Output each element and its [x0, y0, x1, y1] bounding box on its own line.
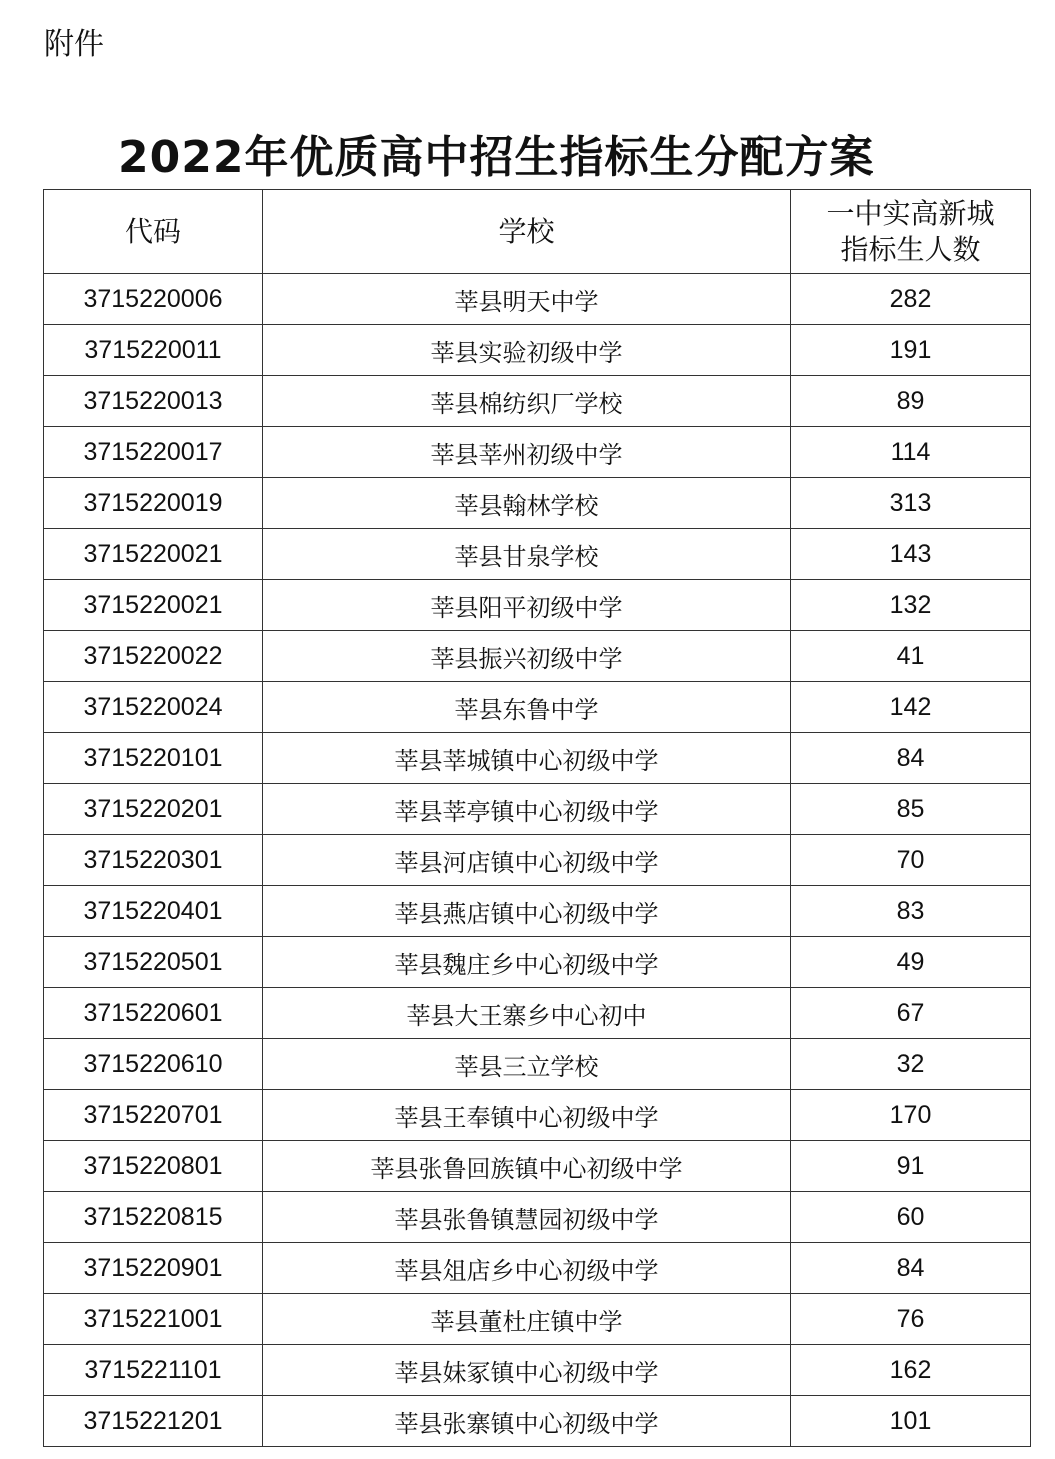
school-code-cell: 3715220006 [44, 274, 263, 325]
table-row [44, 631, 1031, 682]
school-name-cell: 莘县董杜庄镇中学 [263, 1294, 791, 1345]
quota-count-cell: 67 [791, 988, 1031, 1039]
table-row [44, 733, 1031, 784]
header-quota-count-line2: 指标生人数 [840, 232, 981, 266]
quota-count-cell: 84 [791, 1243, 1031, 1294]
school-code-cell: 3715220301 [44, 835, 263, 886]
allocation-table [43, 189, 1031, 1447]
school-name-cell: 莘县大王寨乡中心初中 [263, 988, 791, 1039]
table-row [44, 1243, 1031, 1294]
table-body [44, 274, 1031, 1447]
school-code-cell: 3715220019 [44, 478, 263, 529]
table-row [44, 784, 1031, 835]
school-name-cell: 莘县明天中学 [263, 274, 791, 325]
school-code-cell: 3715220815 [44, 1192, 263, 1243]
school-code-cell: 3715221201 [44, 1396, 263, 1447]
school-name-cell: 莘县实验初级中学 [263, 325, 791, 376]
quota-count-cell: 132 [791, 580, 1031, 631]
school-name-cell: 莘县振兴初级中学 [263, 631, 791, 682]
header-code: 代码 [44, 190, 263, 274]
school-code-cell: 3715220601 [44, 988, 263, 1039]
school-name-cell: 莘县莘州初级中学 [263, 427, 791, 478]
table-row [44, 580, 1031, 631]
quota-count-cell: 84 [791, 733, 1031, 784]
table-row [44, 529, 1031, 580]
quota-count-cell: 91 [791, 1141, 1031, 1192]
table-row [44, 427, 1031, 478]
school-name-cell: 莘县张鲁镇慧园初级中学 [263, 1192, 791, 1243]
quota-count-cell: 89 [791, 376, 1031, 427]
school-code-cell: 3715220501 [44, 937, 263, 988]
school-code-cell: 3715220101 [44, 733, 263, 784]
quota-count-cell: 70 [791, 835, 1031, 886]
quota-count-cell: 60 [791, 1192, 1031, 1243]
quota-count-cell: 41 [791, 631, 1031, 682]
school-code-cell: 3715221101 [44, 1345, 263, 1396]
table-row [44, 1192, 1031, 1243]
table-row [44, 274, 1031, 325]
table-row [44, 325, 1031, 376]
table-row [44, 937, 1031, 988]
school-name-cell: 莘县张寨镇中心初级中学 [263, 1396, 791, 1447]
school-name-cell: 莘县王奉镇中心初级中学 [263, 1090, 791, 1141]
school-name-cell: 莘县棉纺织厂学校 [263, 376, 791, 427]
table-header-row [44, 190, 1031, 274]
school-code-cell: 3715220022 [44, 631, 263, 682]
school-code-cell: 3715220011 [44, 325, 263, 376]
quota-count-cell: 85 [791, 784, 1031, 835]
quota-count-cell: 191 [791, 325, 1031, 376]
school-code-cell: 3715220801 [44, 1141, 263, 1192]
school-name-cell: 莘县妹冢镇中心初级中学 [263, 1345, 791, 1396]
school-code-cell: 3715220901 [44, 1243, 263, 1294]
school-code-cell: 3715220201 [44, 784, 263, 835]
table-row [44, 988, 1031, 1039]
table-row [44, 1294, 1031, 1345]
quota-count-cell: 101 [791, 1396, 1031, 1447]
quota-count-cell: 313 [791, 478, 1031, 529]
school-name-cell: 莘县阳平初级中学 [263, 580, 791, 631]
quota-count-cell: 143 [791, 529, 1031, 580]
quota-count-cell: 170 [791, 1090, 1031, 1141]
quota-count-cell: 142 [791, 682, 1031, 733]
school-code-cell: 3715220021 [44, 529, 263, 580]
quota-count-cell: 282 [791, 274, 1031, 325]
school-name-cell: 莘县莘亭镇中心初级中学 [263, 784, 791, 835]
quota-count-cell: 76 [791, 1294, 1031, 1345]
quota-count-cell: 49 [791, 937, 1031, 988]
school-name-cell: 莘县东鲁中学 [263, 682, 791, 733]
school-name-cell: 莘县莘城镇中心初级中学 [263, 733, 791, 784]
header-quota-count [791, 190, 1031, 274]
school-name-cell: 莘县河店镇中心初级中学 [263, 835, 791, 886]
school-name-cell: 莘县魏庄乡中心初级中学 [263, 937, 791, 988]
table-row [44, 682, 1031, 733]
attachment-label: 附件 [44, 27, 104, 62]
table-row [44, 1090, 1031, 1141]
page-title: 2022年优质高中招生指标生分配方案 [118, 132, 875, 183]
school-code-cell: 3715220610 [44, 1039, 263, 1090]
table-row [44, 1345, 1031, 1396]
school-code-cell: 3715220024 [44, 682, 263, 733]
school-code-cell: 3715220021 [44, 580, 263, 631]
school-code-cell: 3715220401 [44, 886, 263, 937]
quota-count-cell: 114 [791, 427, 1031, 478]
table-row [44, 835, 1031, 886]
school-code-cell: 3715220013 [44, 376, 263, 427]
table-row [44, 1141, 1031, 1192]
quota-count-cell: 83 [791, 886, 1031, 937]
school-name-cell: 莘县燕店镇中心初级中学 [263, 886, 791, 937]
table-row [44, 1039, 1031, 1090]
school-name-cell: 莘县张鲁回族镇中心初级中学 [263, 1141, 791, 1192]
table-row [44, 478, 1031, 529]
quota-count-cell: 32 [791, 1039, 1031, 1090]
school-name-cell: 莘县甘泉学校 [263, 529, 791, 580]
school-name-cell: 莘县三立学校 [263, 1039, 791, 1090]
table-row [44, 1396, 1031, 1447]
school-code-cell: 3715220017 [44, 427, 263, 478]
header-school: 学校 [263, 190, 791, 274]
table-row [44, 376, 1031, 427]
header-quota-count-line1: 一中实高新城 [826, 196, 995, 230]
table-row [44, 886, 1031, 937]
school-code-cell: 3715221001 [44, 1294, 263, 1345]
school-name-cell: 莘县翰林学校 [263, 478, 791, 529]
school-code-cell: 3715220701 [44, 1090, 263, 1141]
quota-count-cell: 162 [791, 1345, 1031, 1396]
school-name-cell: 莘县俎店乡中心初级中学 [263, 1243, 791, 1294]
